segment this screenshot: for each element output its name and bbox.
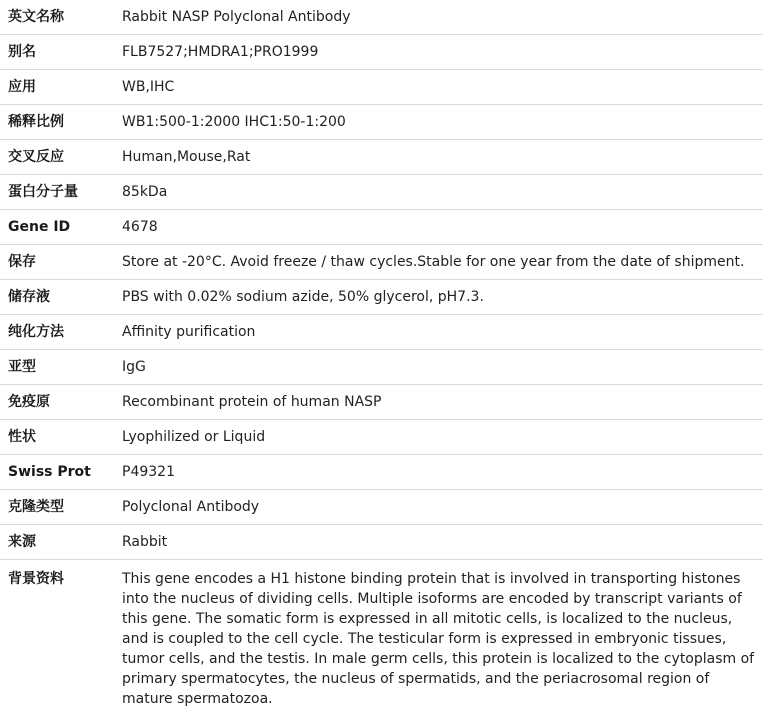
spec-row-immunogen <box>0 385 763 420</box>
spec-label: 储存液 <box>0 280 114 315</box>
spec-value: WB,IHC <box>114 70 763 105</box>
spec-value: PBS with 0.02% sodium azide, 50% glycerol, pH7.3. <box>114 280 763 315</box>
spec-row-molecular-weight <box>0 175 763 210</box>
spec-value: Rabbit NASP Polyclonal Antibody <box>114 0 763 35</box>
spec-value: Human,Mouse,Rat <box>114 140 763 175</box>
spec-label: 蛋白分子量 <box>0 175 114 210</box>
spec-label: 英文名称 <box>0 0 114 35</box>
spec-row-swiss-prot <box>0 455 763 490</box>
spec-row-english-name <box>0 0 763 35</box>
spec-row-gene-id <box>0 210 763 245</box>
spec-value: Rabbit <box>114 525 763 560</box>
spec-value: WB1:500-1:2000 IHC1:50-1:200 <box>114 105 763 140</box>
spec-value-background: This gene encodes a H1 histone binding protein that is involved in transporting histones into the nucleus of dividing cells. Multiple isoforms are encoded by transcript variants of this gene. The somatic form is expressed in all mitotic cells, is localized to the nucleus, and is coupled to the cell cycle. The testicular form is expressed in embryonic tissues, tumor cells, and the testis. In male germ cells, this protein is localized to the cytoplasm of primary spermatocytes, the nucleus of spermatids, and the periacrosomal region of mature spermatozoa. <box>114 560 763 709</box>
spec-row-reactivity <box>0 140 763 175</box>
spec-label: Swiss Prot <box>0 455 114 490</box>
spec-row-storage <box>0 245 763 280</box>
spec-label: 稀释比例 <box>0 105 114 140</box>
spec-row-dilution <box>0 105 763 140</box>
spec-value: Store at -20°C. Avoid freeze / thaw cycles.Stable for one year from the date of shipment. <box>114 245 763 280</box>
spec-label: 别名 <box>0 35 114 70</box>
spec-label: 性状 <box>0 420 114 455</box>
spec-label: 背景资料 <box>0 560 114 709</box>
spec-label: 克隆类型 <box>0 490 114 525</box>
spec-label: 交叉反应 <box>0 140 114 175</box>
spec-label: 纯化方法 <box>0 315 114 350</box>
spec-value: IgG <box>114 350 763 385</box>
spec-value: Recombinant protein of human NASP <box>114 385 763 420</box>
spec-label: 来源 <box>0 525 114 560</box>
spec-label: Gene ID <box>0 210 114 245</box>
spec-value: Lyophilized or Liquid <box>114 420 763 455</box>
spec-label: 亚型 <box>0 350 114 385</box>
spec-row-alias <box>0 35 763 70</box>
spec-value: 85kDa <box>114 175 763 210</box>
spec-row-purification <box>0 315 763 350</box>
spec-row-clonality <box>0 490 763 525</box>
spec-value: Affinity purification <box>114 315 763 350</box>
spec-row-host <box>0 525 763 560</box>
spec-row-form <box>0 420 763 455</box>
spec-label: 保存 <box>0 245 114 280</box>
spec-row-background <box>0 560 763 709</box>
spec-value: FLB7527;HMDRA1;PRO1999 <box>114 35 763 70</box>
spec-value: P49321 <box>114 455 763 490</box>
spec-row-isotype <box>0 350 763 385</box>
spec-label: 应用 <box>0 70 114 105</box>
spec-label: 免疫原 <box>0 385 114 420</box>
spec-row-storage-buffer <box>0 280 763 315</box>
spec-value: Polyclonal Antibody <box>114 490 763 525</box>
spec-row-application <box>0 70 763 105</box>
spec-value: 4678 <box>114 210 763 245</box>
